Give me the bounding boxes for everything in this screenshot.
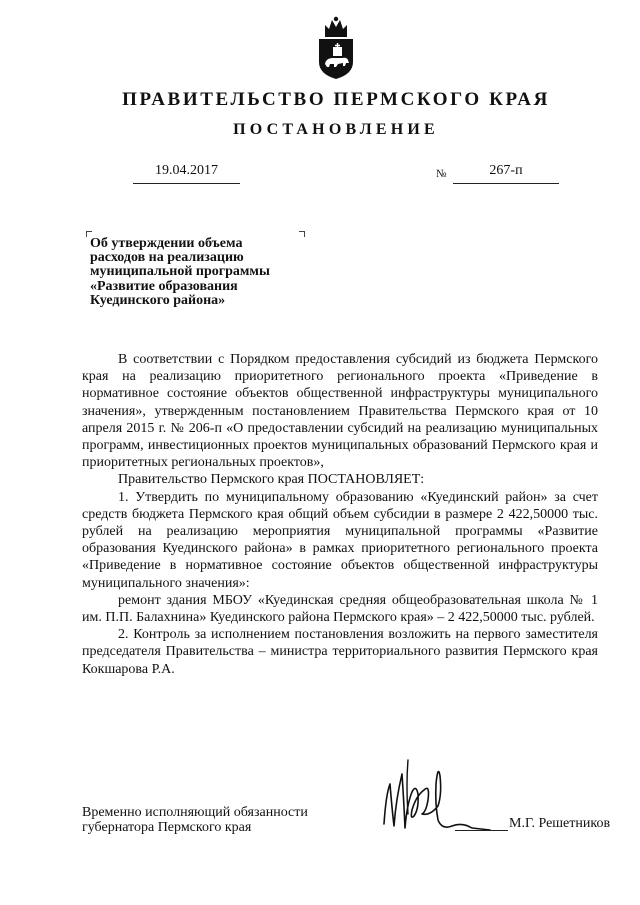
resolves-paragraph: Правительство Пермского края ПОСТАНОВЛЯЕТ:	[118, 472, 425, 488]
decree-subject	[90, 237, 320, 308]
position-line: губернатора Пермского края	[82, 819, 252, 835]
signature-underline	[455, 830, 508, 831]
decree-number: 267-п	[489, 163, 523, 178]
subject-line: расходов на реализацию	[90, 250, 244, 266]
government-title: ПРАВИТЕЛЬСТВО ПЕРМСКОГО КРАЯ	[122, 89, 550, 110]
signatory-position	[82, 806, 308, 835]
item-1-subparagraph: ремонт здания МБОУ «Куединская средняя общеобразовательная школа № 1 им. П.П. Балахнина» Куединского района Пермского края» – 2 422,50000 тыс. рублей.	[82, 592, 598, 626]
date-underline	[133, 183, 240, 184]
item-2-paragraph: 2. Контроль за исполнением постановления возложить на первого заместителя председателя Правительства – министра территориального развития Пермского края Кокшарова Р.А.	[82, 627, 598, 677]
number-sign: №	[436, 168, 447, 180]
coat-of-arms-icon	[316, 14, 356, 80]
document-type-title: ПОСТАНОВЛЕНИЕ	[233, 121, 439, 138]
subject-line: Об утверждении объема	[90, 236, 243, 251]
decree-date: 19.04.2017	[155, 163, 218, 178]
preamble-paragraph: В соответствии с Порядком предоставления субсидий из бюджета Пермского края на реализацию приоритетного регионального проекта «Приведение в нормативное состояние объектов общественной инфраструктуры муниципального значения», утвержденным постановлением Правительства Пермского края от 10 апреля 2015 г. № 206-п «О предоставлении субсидий на реализацию муниципальных программ, инвестиционных проектов муниципальных образований Пермского края и приоритетных региональных проектов»,	[82, 352, 598, 471]
subject-line: Куединского района»	[90, 292, 226, 308]
number-underline	[453, 183, 559, 184]
decree-body	[82, 351, 598, 678]
handwritten-signature	[372, 754, 492, 840]
subject-line: муниципальной программы	[90, 264, 270, 280]
signatory-name: М.Г. Решетников	[509, 816, 611, 831]
item-1-paragraph: 1. Утвердить по муниципальному образованию «Куединский район» за счет средств бюджета Пермского края общий объем субсидии в размере 2 422,50000 тыс. рублей на реализацию мероприятия муниципальной программы «Развитие образования Куединского района» в рамках приоритетного регионального проекта «Приведение в нормативное состояние объектов общественной инфраструктуры муниципального значения»:	[82, 489, 598, 591]
subject-line: «Развитие образования	[90, 278, 238, 294]
position-line: Временно исполняющий обязанности	[82, 805, 308, 820]
